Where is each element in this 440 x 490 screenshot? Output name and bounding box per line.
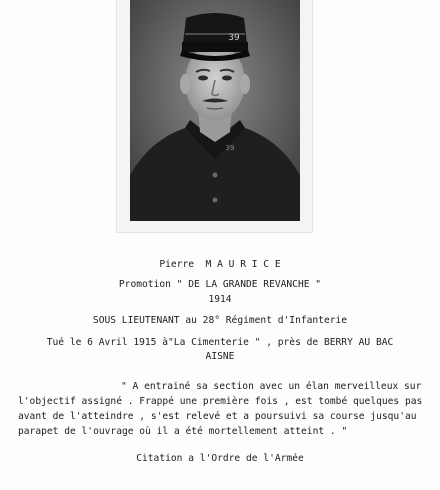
- rank-regiment: SOUS LIEUTENANT au 28° Régiment d'Infanterie: [92, 315, 348, 326]
- portrait-photo: [130, 0, 300, 221]
- death-details: Tué le 6 Avril 1915 à"La Cimenterie " , près de BERRY AU BAC: [46, 337, 394, 348]
- citation-line: Citation a l'Ordre de l'Armée: [136, 453, 304, 464]
- quote-line: parapet de l'ouvrage où il a été mortellement atteint . ": [18, 426, 348, 437]
- quote-line: avant de l'atteindre , s'est relevé et a poursuivi sa course jusqu'au: [18, 411, 417, 422]
- cap-number: 39: [228, 33, 240, 43]
- collar-number: 39: [225, 144, 235, 152]
- death-location: AISNE: [205, 351, 235, 362]
- promotion-title: Promotion " DE LA GRANDE REVANCHE ": [118, 279, 322, 290]
- promotion-year: 1914: [208, 294, 232, 305]
- quote-line: " A entrainé sa section avec un élan merveilleux sur: [121, 381, 422, 392]
- officer-name: Pierre M A U R I C E: [159, 259, 281, 270]
- quote-line: l'objectif assigné . Frappé une première fois , est tombé quelques pas: [18, 396, 423, 407]
